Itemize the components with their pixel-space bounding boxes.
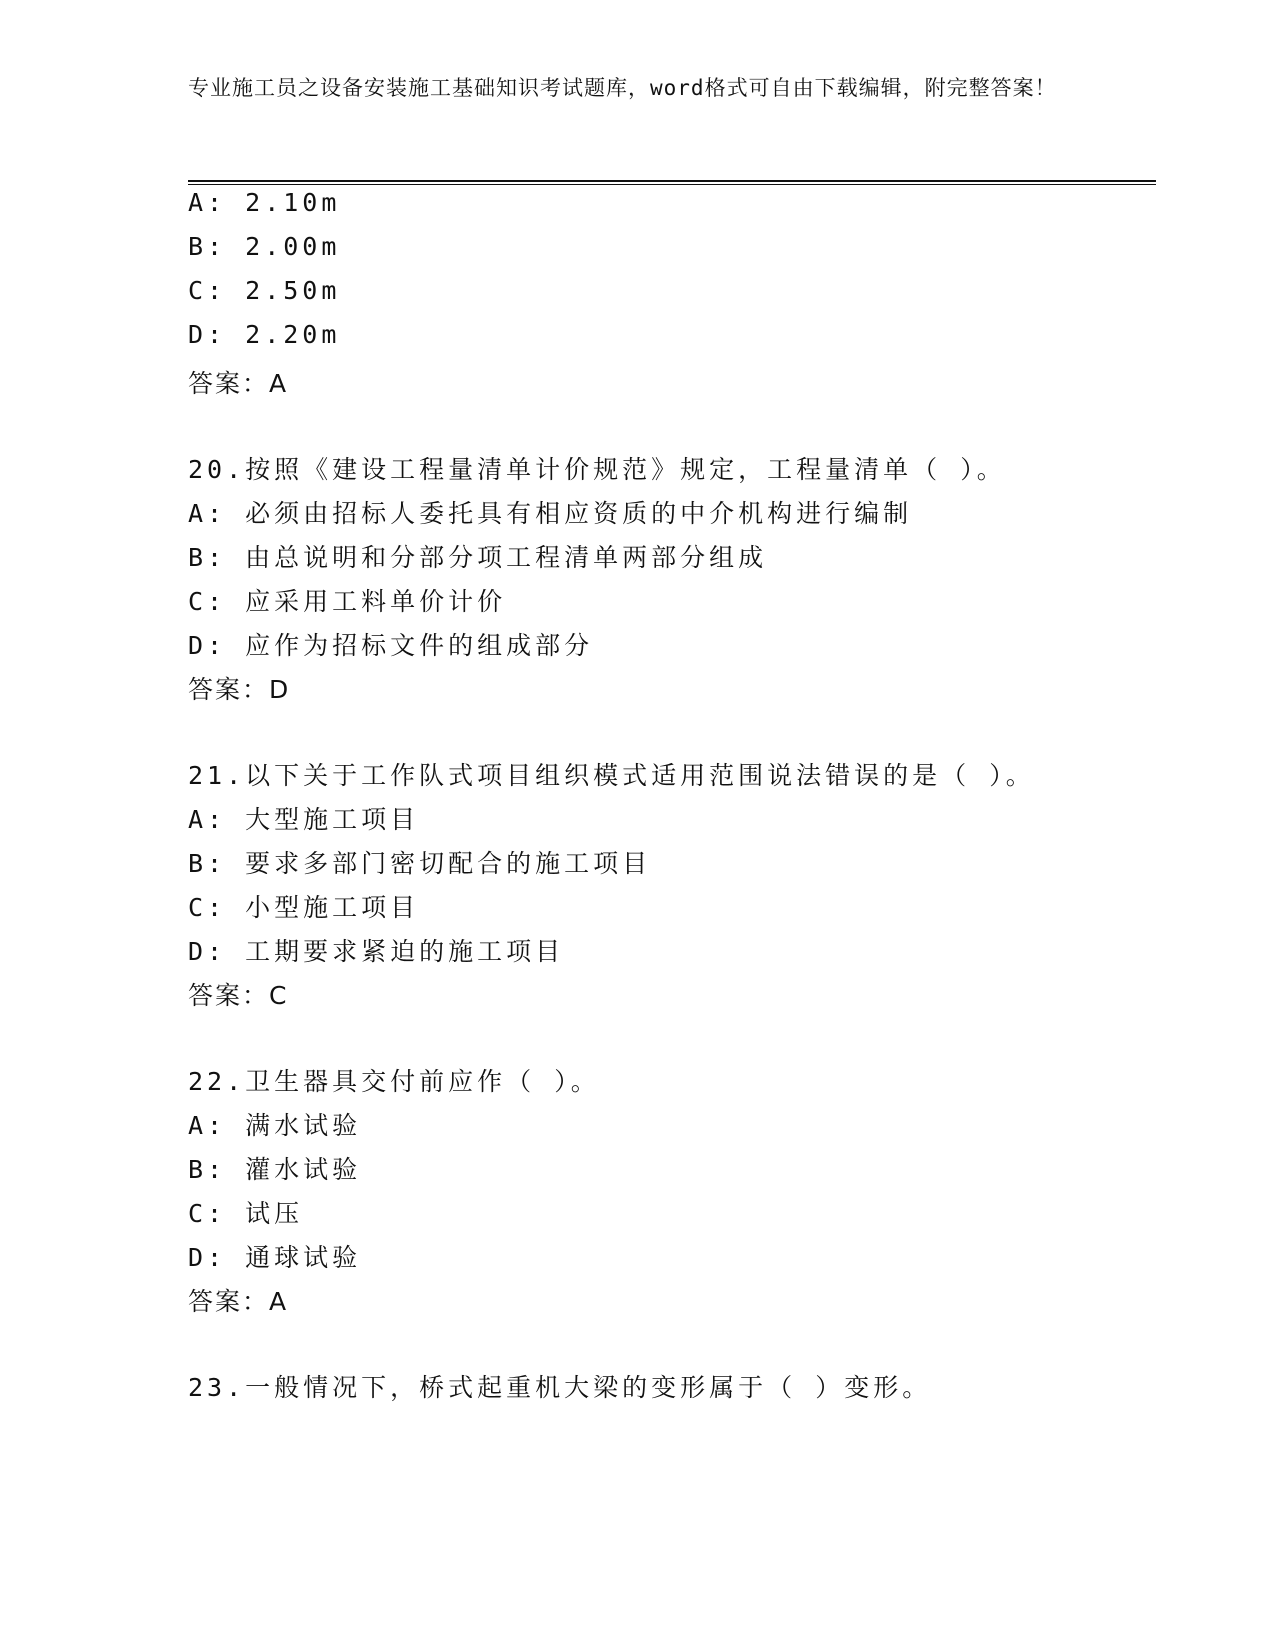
q22-option-c: C: 试压 <box>188 1199 304 1228</box>
q22-answer: 答案：A <box>188 1287 289 1316</box>
q21-answer: 答案：C <box>188 981 289 1010</box>
header-rule-thin <box>188 184 1156 185</box>
q20-question: 20.按照《建设工程量清单计价规范》规定，工程量清单（ ）。 <box>188 455 1006 484</box>
q22-option-b: B: 灌水试验 <box>188 1155 362 1184</box>
q19-option-d: D: 2.20m <box>188 320 341 349</box>
q21-option-c: C: 小型施工项目 <box>188 893 420 922</box>
q20-option-a: A: 必须由招标人委托具有相应资质的中介机构进行编制 <box>188 499 913 528</box>
q19-answer: 答案：A <box>188 369 289 398</box>
q19-option-c: C: 2.50m <box>188 276 341 305</box>
q21-option-a: A: 大型施工项目 <box>188 805 420 834</box>
q22-question: 22.卫生器具交付前应作（ ）。 <box>188 1067 600 1096</box>
q19-option-b: B: 2.00m <box>188 232 341 261</box>
q20-option-c: C: 应采用工料单价计价 <box>188 587 507 616</box>
document-header: 专业施工员之设备安装施工基础知识考试题库，word格式可自由下载编辑，附完整答案！ <box>188 76 1057 100</box>
q21-question: 21.以下关于工作队式项目组织模式适用范围说法错误的是（ ）。 <box>188 761 1035 790</box>
q20-answer: 答案：D <box>188 675 291 704</box>
q23-question: 23.一般情况下，桥式起重机大梁的变形属于（ ）变形。 <box>188 1373 932 1402</box>
q20-option-b: B: 由总说明和分部分项工程清单两部分组成 <box>188 543 768 572</box>
q21-option-b: B: 要求多部门密切配合的施工项目 <box>188 849 652 878</box>
q20-option-d: D: 应作为招标文件的组成部分 <box>188 631 594 660</box>
header-rule-thick <box>188 180 1156 182</box>
q22-option-a: A: 满水试验 <box>188 1111 362 1140</box>
q22-option-d: D: 通球试验 <box>188 1243 362 1272</box>
q21-option-d: D: 工期要求紧迫的施工项目 <box>188 937 565 966</box>
q19-option-a: A: 2.10m <box>188 188 341 217</box>
